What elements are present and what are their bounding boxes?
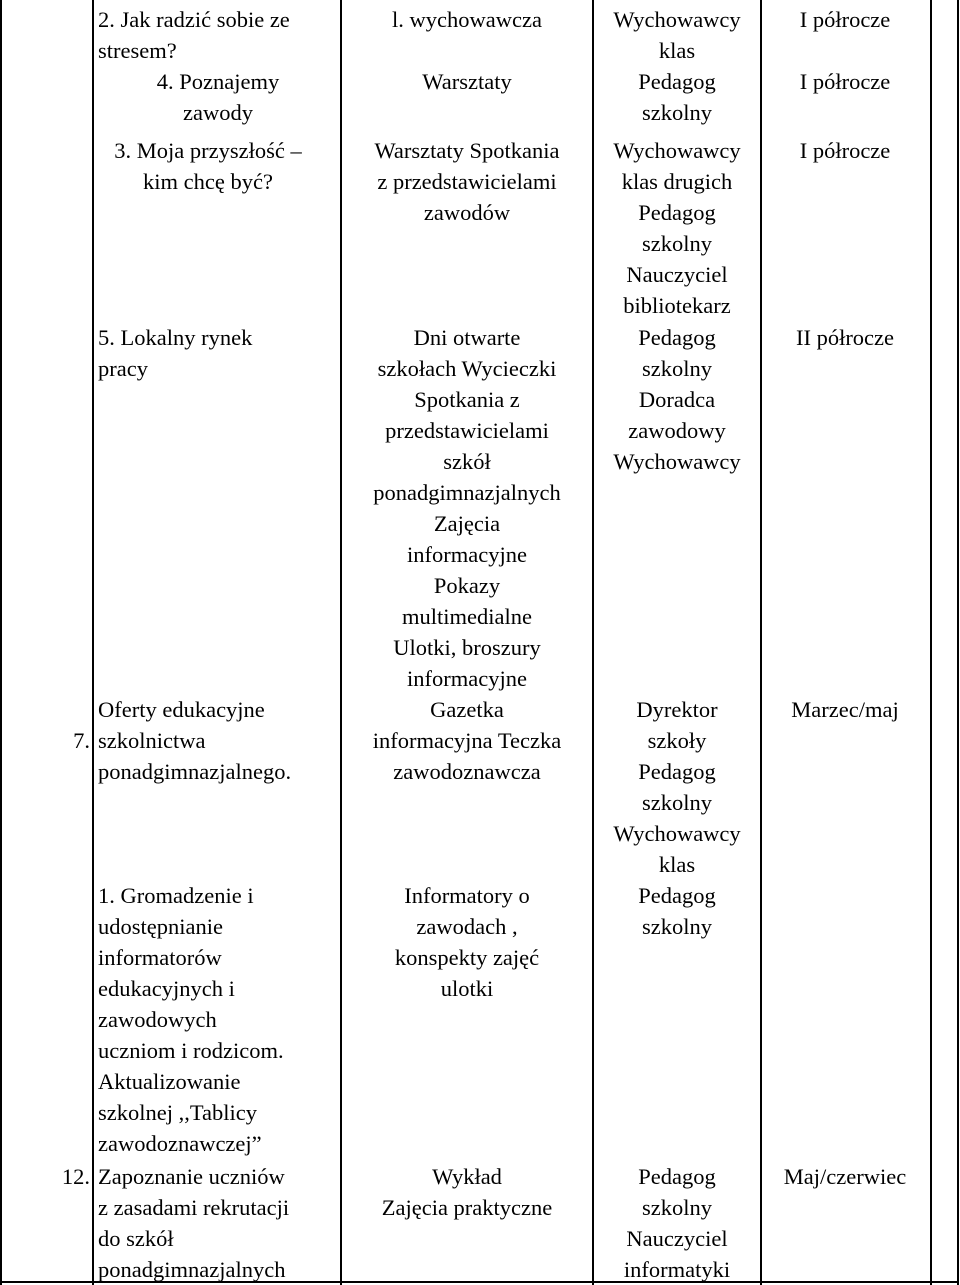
table-divider-col2 [340, 0, 342, 1285]
forms-line: Ulotki, broszury [393, 635, 541, 660]
forms-line: Gazetka [430, 697, 504, 722]
topic-cell-0 [98, 4, 338, 128]
topic-line: 2. Jak radzić sobie ze [98, 7, 290, 32]
forms-cell-0 [344, 4, 590, 97]
topic-line: zawodoznawczej” [98, 1131, 262, 1156]
forms-line: zawodoznawcza [393, 759, 541, 784]
responsible-line: klas [658, 852, 696, 877]
table-divider-col1 [92, 0, 94, 1285]
responsible-line: Pedagog [638, 200, 716, 225]
topic-line: pracy [98, 356, 148, 381]
forms-line: ulotki [440, 976, 494, 1001]
term-line: Maj/czerwiec [783, 1164, 907, 1189]
topic-line: zawody [183, 100, 253, 125]
responsible-line: szkolny [642, 356, 712, 381]
topic-line: Zapoznanie uczniów [98, 1164, 285, 1189]
topic-line: stresem? [98, 38, 177, 63]
responsible-line: informatyki [623, 1257, 731, 1282]
row-number: 12. [61, 1164, 90, 1189]
term-line: I półrocze [799, 138, 891, 163]
topic-line: Oferty edukacyjne [98, 697, 265, 722]
topic-line: Aktualizowanie [98, 1069, 241, 1094]
forms-line: szkół [443, 449, 491, 474]
responsible-cell-1 [596, 135, 758, 321]
forms-line: Zajęcia [433, 511, 501, 536]
topic-line: 5. Lokalny rynek [98, 325, 253, 350]
responsible-line: Pedagog [638, 883, 716, 908]
forms-line: informacyjna Teczka [372, 728, 562, 753]
term-line: I półrocze [799, 7, 891, 32]
responsible-cell-3 [596, 694, 758, 880]
term-cell-3 [764, 694, 926, 725]
responsible-line: szkoły [647, 728, 707, 753]
topic-line: 1. Gromadzenie i [98, 883, 254, 908]
topic-line: edukacyjnych i [98, 976, 235, 1001]
responsible-line: Wychowawcy [613, 138, 741, 163]
responsible-line: bibliotekarz [623, 293, 731, 318]
forms-line: zawodów [423, 200, 511, 225]
topic-line: udostępnianie [98, 914, 223, 939]
responsible-line: Nauczyciel [626, 262, 728, 287]
responsible-cell-4 [596, 880, 758, 942]
forms-line: Wykład [432, 1164, 502, 1189]
term-cell-1 [764, 135, 926, 166]
responsible-line: Pedagog [638, 69, 716, 94]
forms-line: informacyjne [407, 542, 527, 567]
topic-line: szkolnej ,,Tablicy [98, 1100, 258, 1125]
topic-line: z zasadami rekrutacji [98, 1195, 290, 1220]
responsible-cell-2 [596, 322, 758, 477]
forms-line: przedstawicielami [385, 418, 549, 443]
responsible-line: Doradca [638, 387, 716, 412]
forms-cell-4 [344, 880, 590, 1004]
topic-cell-4 [98, 880, 338, 1159]
responsible-line: Pedagog [638, 1164, 716, 1189]
term-line: II półrocze [795, 325, 895, 350]
topic-line: 3. Moja przyszłość – [114, 138, 302, 163]
forms-line: z przedstawicielami [377, 169, 557, 194]
responsible-line: klas [658, 38, 696, 63]
forms-line: informacyjne [407, 666, 527, 691]
forms-line: Warsztaty [422, 69, 512, 94]
forms-line: Zajęcia praktyczne [381, 1195, 553, 1220]
topic-line: informatorów [98, 945, 222, 970]
forms-cell-1 [344, 135, 590, 228]
responsible-line: Nauczyciel [626, 1226, 728, 1251]
forms-line: Pokazy [433, 573, 501, 598]
forms-line: Spotkania z [414, 387, 520, 412]
forms-line: l. wychowawcza [392, 7, 542, 32]
term-cell-0 [764, 4, 926, 97]
topic-line: uczniom i rodzicom. [98, 1038, 284, 1063]
responsible-line: zawodowy [628, 418, 726, 443]
term-line [764, 35, 926, 66]
topic-cell-2 [98, 322, 338, 384]
responsible-line: szkolny [642, 100, 712, 125]
forms-line: konspekty zajęć [394, 945, 540, 970]
topic-cell-1 [98, 135, 318, 197]
term-line: I półrocze [799, 69, 891, 94]
forms-line: Dni otwarte [413, 325, 521, 350]
term-cell-5 [764, 1161, 926, 1192]
responsible-line: szkolny [642, 231, 712, 256]
topic-line: 4. Poznajemy [156, 69, 280, 94]
topic-line: kim chcę być? [143, 169, 273, 194]
forms-line [344, 35, 590, 66]
table-divider-col4 [760, 0, 762, 1285]
responsible-line: Wychowawcy [613, 449, 741, 474]
topic-line: ponadgimnazjalnych [98, 1257, 286, 1282]
row-number-cell-5 [6, 1161, 90, 1192]
forms-line: ponadgimnazjalnych [373, 480, 561, 505]
topic-line: do szkół [98, 1226, 174, 1251]
responsible-cell-0 [596, 4, 758, 128]
forms-line: multimedialne [402, 604, 532, 629]
topic-cell-3 [98, 694, 338, 787]
responsible-line: Pedagog [638, 759, 716, 784]
responsible-line: szkolny [642, 914, 712, 939]
responsible-line: szkolny [642, 1195, 712, 1220]
table-divider-col3 [592, 0, 594, 1285]
forms-cell-3 [344, 694, 590, 787]
responsible-line: szkolny [642, 790, 712, 815]
table-border-right [957, 0, 959, 1285]
responsible-line: Wychowawcy [613, 821, 741, 846]
forms-cell-5 [344, 1161, 590, 1223]
responsible-line: Wychowawcy [613, 7, 741, 32]
term-line: Marzec/maj [791, 697, 899, 722]
topic-cell-5 [98, 1161, 338, 1285]
term-cell-2 [764, 322, 926, 353]
forms-line: szkołach Wycieczki [377, 356, 557, 381]
forms-line: zawodach , [416, 914, 518, 939]
table-border-left [0, 0, 2, 1285]
table-divider-col5 [930, 0, 932, 1285]
responsible-line: Dyrektor [636, 697, 718, 722]
row-number-cell-3 [6, 725, 90, 756]
row-number: 7. [73, 728, 90, 753]
forms-line: Informatory o [404, 883, 530, 908]
forms-line: Warsztaty Spotkania [374, 138, 560, 163]
topic-line: ponadgimnazjalnego. [98, 759, 292, 784]
forms-cell-2 [344, 322, 590, 694]
responsible-line: Pedagog [638, 325, 716, 350]
topic-line: zawodowych [98, 1007, 217, 1032]
responsible-cell-5 [596, 1161, 758, 1285]
topic-line: szkolnictwa [98, 728, 206, 753]
responsible-line: klas drugich [621, 169, 733, 194]
